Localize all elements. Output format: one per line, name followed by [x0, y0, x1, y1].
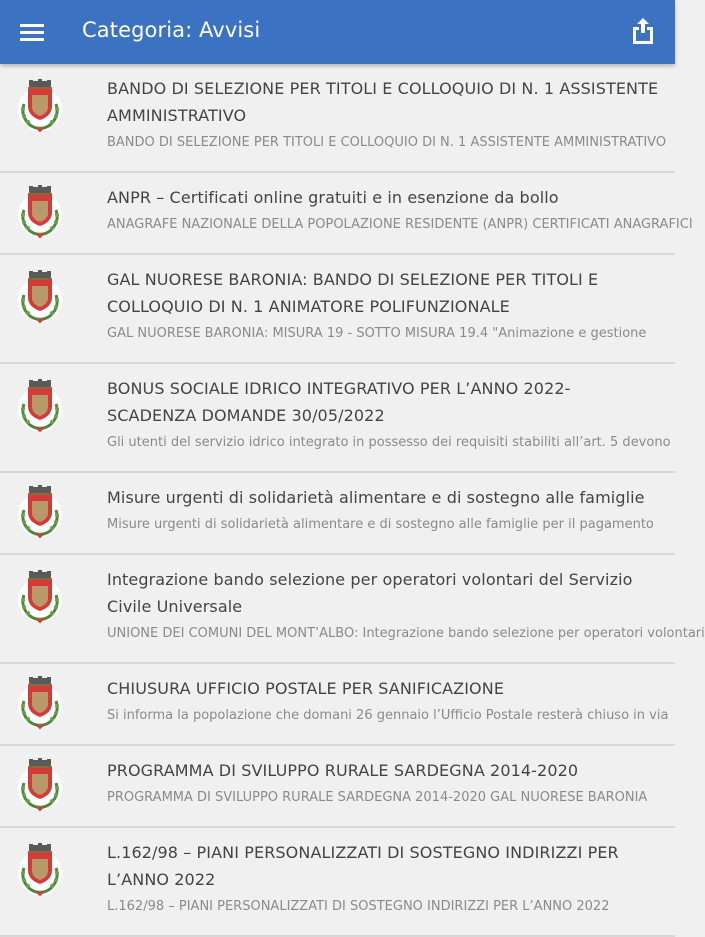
municipal-crest-icon [14, 76, 66, 136]
item-subtitle: L.162/98 – PIANI PERSONALIZZATI DI SOSTEGNO INDIRIZZI PER L’ANNO 2022 [107, 899, 610, 914]
item-subtitle: UNIONE DEI COMUNI DEL MONT’ALBO: Integrazione bando selezione per operatori volontari [107, 626, 705, 641]
page-title: Categoria: Avvisi [82, 18, 261, 42]
municipal-crest-icon [14, 482, 66, 542]
list-item[interactable] [0, 664, 675, 746]
item-title: BANDO DI SELEZIONE PER TITOLI E COLLOQUIO DI N. 1 ASSISTENTE AMMINISTRATIVO [107, 79, 659, 125]
item-subtitle: ANAGRAFE NAZIONALE DELLA POPOLAZIONE RESIDENTE (ANPR) CERTIFICATI ANAGRAFICI [107, 217, 693, 232]
item-subtitle: BANDO DI SELEZIONE PER TITOLI E COLLOQUIO DI N. 1 ASSISTENTE AMMINISTRATIVO [107, 135, 667, 150]
municipal-crest-icon [14, 376, 66, 436]
item-title: ANPR – Certificati online gratuiti e in esenzione da bollo [107, 188, 559, 207]
list-item[interactable] [0, 173, 693, 255]
list-item[interactable] [0, 255, 675, 364]
list-item[interactable] [0, 473, 675, 555]
municipal-crest-icon [14, 673, 66, 733]
municipal-crest-icon [14, 267, 66, 327]
municipal-crest-icon [14, 182, 66, 242]
item-title: CHIUSURA UFFICIO POSTALE PER SANIFICAZIONE [107, 679, 505, 698]
share-icon [633, 18, 653, 44]
share-button[interactable] [626, 14, 662, 50]
item-title: GAL NUORESE BARONIA: BANDO DI SELEZIONE PER TITOLI E COLLOQUIO DI N. 1 ANIMATORE POLIFUNZIONALE [107, 270, 599, 316]
list-item[interactable] [0, 555, 705, 664]
list-item[interactable] [0, 64, 675, 173]
item-subtitle: Si informa la popolazione che domani 26 gennaio l’Ufficio Postale resterà chiuso in via [107, 708, 669, 723]
municipal-crest-icon [14, 567, 66, 627]
item-subtitle: PROGRAMMA DI SVILUPPO RURALE SARDEGNA 2014-2020 GAL NUORESE BARONIA [107, 790, 648, 805]
item-title: BONUS SOCIALE IDRICO INTEGRATIVO PER L’ANNO 2022- SCADENZA DOMANDE 30/05/2022 [107, 379, 571, 425]
list-item[interactable] [0, 746, 675, 828]
municipal-crest-icon [14, 755, 66, 815]
item-title: Misure urgenti di solidarietà alimentare e di sostegno alle famiglie [107, 488, 645, 507]
news-list [0, 64, 705, 914]
item-title: L.162/98 – PIANI PERSONALIZZATI DI SOSTEGNO INDIRIZZI PER L’ANNO 2022 [107, 843, 619, 889]
municipal-crest-icon [14, 840, 66, 900]
item-title: PROGRAMMA DI SVILUPPO RURALE SARDEGNA 2014-2020 [107, 761, 579, 780]
list-item[interactable] [0, 828, 675, 937]
app-bar [0, 0, 675, 64]
item-subtitle: Misure urgenti di solidarietà alimentare e di sostegno alle famiglie per il pagamento [107, 517, 654, 532]
item-subtitle: GAL NUORESE BARONIA: MISURA 19 - SOTTO MISURA 19.4 "Animazione e gestione [107, 326, 647, 341]
hamburger-menu-icon [20, 24, 44, 41]
item-subtitle: Gli utenti del servizio idrico integrato in possesso dei requisiti stabiliti all’art. 5 devono [107, 435, 671, 450]
menu-button[interactable] [14, 16, 50, 48]
list-item[interactable] [0, 364, 675, 473]
item-title: Integrazione bando selezione per operatori volontari del Servizio Civile Universale [107, 570, 633, 616]
